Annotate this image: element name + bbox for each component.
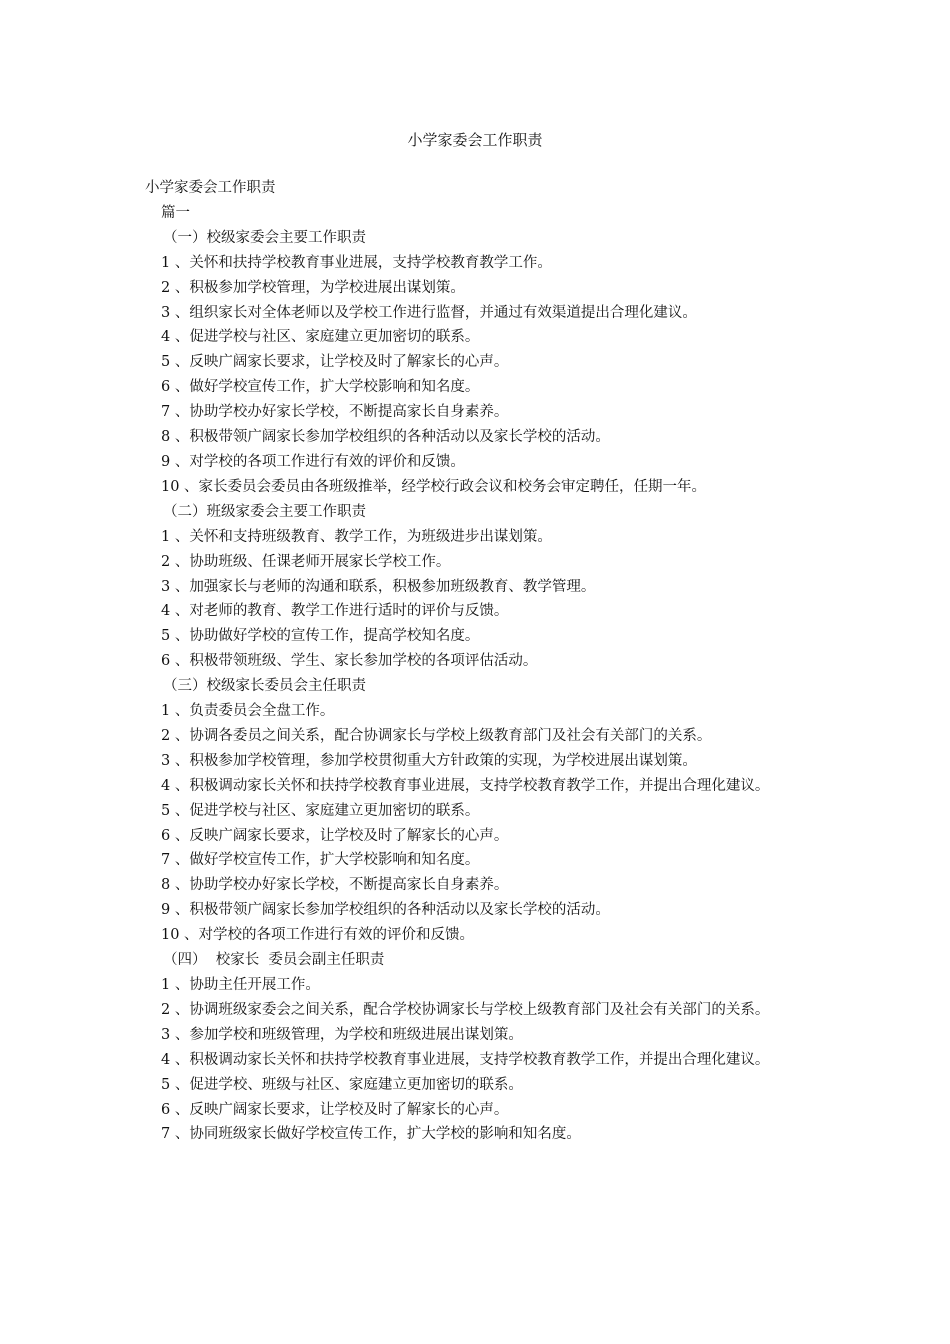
- list-item: 3 、加强家长与老师的沟通和联系，积极参加班级教育、教学管理。: [161, 578, 596, 595]
- list-item: 5 、促进学校与社区、家庭建立更加密切的联系。: [161, 802, 480, 819]
- list-item: 10 、对学校的各项工作进行有效的评价和反馈。: [161, 927, 475, 944]
- list-item: 2 、积极参加学校管理，为学校进展出谋划策。: [161, 279, 465, 296]
- list-item: 6 、反映广阔家长要求，让学校及时了解家长的心声。: [161, 1101, 509, 1118]
- list-item: 3 、组织家长对全体老师以及学校工作进行监督，并通过有效渠道提出合理化建议。: [161, 304, 697, 321]
- list-item: 6 、反映广阔家长要求，让学校及时了解家长的心声。: [161, 827, 509, 844]
- list-item: 9 、积极带领广阔家长参加学校组织的各种活动以及家长学校的活动。: [161, 902, 610, 919]
- section-heading: （三）校级家长委员会主任职责: [163, 678, 366, 695]
- list-item: 8 、积极带领广阔家长参加学校组织的各种活动以及家长学校的活动。: [161, 429, 610, 446]
- main-heading: 小学家委会工作职责: [145, 180, 276, 196]
- list-item: 1 、关怀和支持班级教育、教学工作，为班级进步出谋划策。: [161, 528, 552, 545]
- list-item: 5 、促进学校、班级与社区、家庭建立更加密切的联系。: [161, 1076, 523, 1093]
- list-item: 8 、协助学校办好家长学校，不断提高家长自身素养。: [161, 877, 509, 894]
- list-item: 10 、家长委员会委员由各班级推举，经学校行政会议和校务会审定聘任，任期一年。: [161, 478, 707, 495]
- list-item: 4 、积极调动家长关怀和扶持学校教育事业进展，支持学校教育教学工作，并提出合理化建议。: [161, 777, 770, 794]
- list-item: 4 、促进学校与社区、家庭建立更加密切的联系。: [161, 329, 480, 346]
- list-item: 2 、协调班级家委会之间关系，配合学校协调家长与学校上级教育部门及社会有关部门的关系。: [161, 1001, 770, 1018]
- list-item: 4 、积极调动家长关怀和扶持学校教育事业进展，支持学校教育教学工作，并提出合理化建议。: [161, 1051, 770, 1068]
- list-item: 7 、协助学校办好家长学校，不断提高家长自身素养。: [161, 404, 509, 421]
- section-heading: （四） 校家长 委员会副主任职责: [163, 952, 385, 969]
- list-item: 4 、对老师的教育、教学工作进行适时的评价与反馈。: [161, 603, 509, 620]
- list-item: 3 、积极参加学校管理，参加学校贯彻重大方针政策的实现，为学校进展出谋划策。: [161, 752, 697, 769]
- list-item: 7 、协同班级家长做好学校宣传工作，扩大学校的影响和知名度。: [161, 1126, 581, 1143]
- list-item: 1 、关怀和扶持学校教育事业进展，支持学校教育教学工作。: [161, 254, 552, 271]
- list-item: 6 、做好学校宣传工作，扩大学校影响和知名度。: [161, 379, 480, 396]
- list-item: 6 、积极带领班级、学生、家长参加学校的各项评估活动。: [161, 653, 538, 670]
- list-item: 9 、对学校的各项工作进行有效的评价和反馈。: [161, 453, 465, 470]
- list-item: 1 、协助主任开展工作。: [161, 977, 320, 993]
- list-item: 2 、协助班级、任课老师开展家长学校工作。: [161, 553, 451, 570]
- list-item: 3 、参加学校和班级管理，为学校和班级进展出谋划策。: [161, 1026, 523, 1043]
- document-body: [145, 176, 805, 1147]
- list-item: 5 、协助做好学校的宣传工作，提高学校知名度。: [161, 628, 480, 645]
- list-item: 1 、负责委员会全盘工作。: [161, 703, 335, 720]
- part-label: 篇一: [161, 204, 190, 221]
- list-item: 2 、协调各委员之间关系，配合协调家长与学校上级教育部门及社会有关部门的关系。: [161, 727, 712, 744]
- list-item: 7 、做好学校宣传工作，扩大学校影响和知名度。: [161, 852, 480, 869]
- section-heading: （二）班级家委会主要工作职责: [163, 503, 366, 520]
- list-item: 5 、反映广阔家长要求，让学校及时了解家长的心声。: [161, 354, 509, 371]
- section-heading: （一）校级家委会主要工作职责: [163, 229, 366, 246]
- page-title: 小学家委会工作职责: [407, 131, 543, 149]
